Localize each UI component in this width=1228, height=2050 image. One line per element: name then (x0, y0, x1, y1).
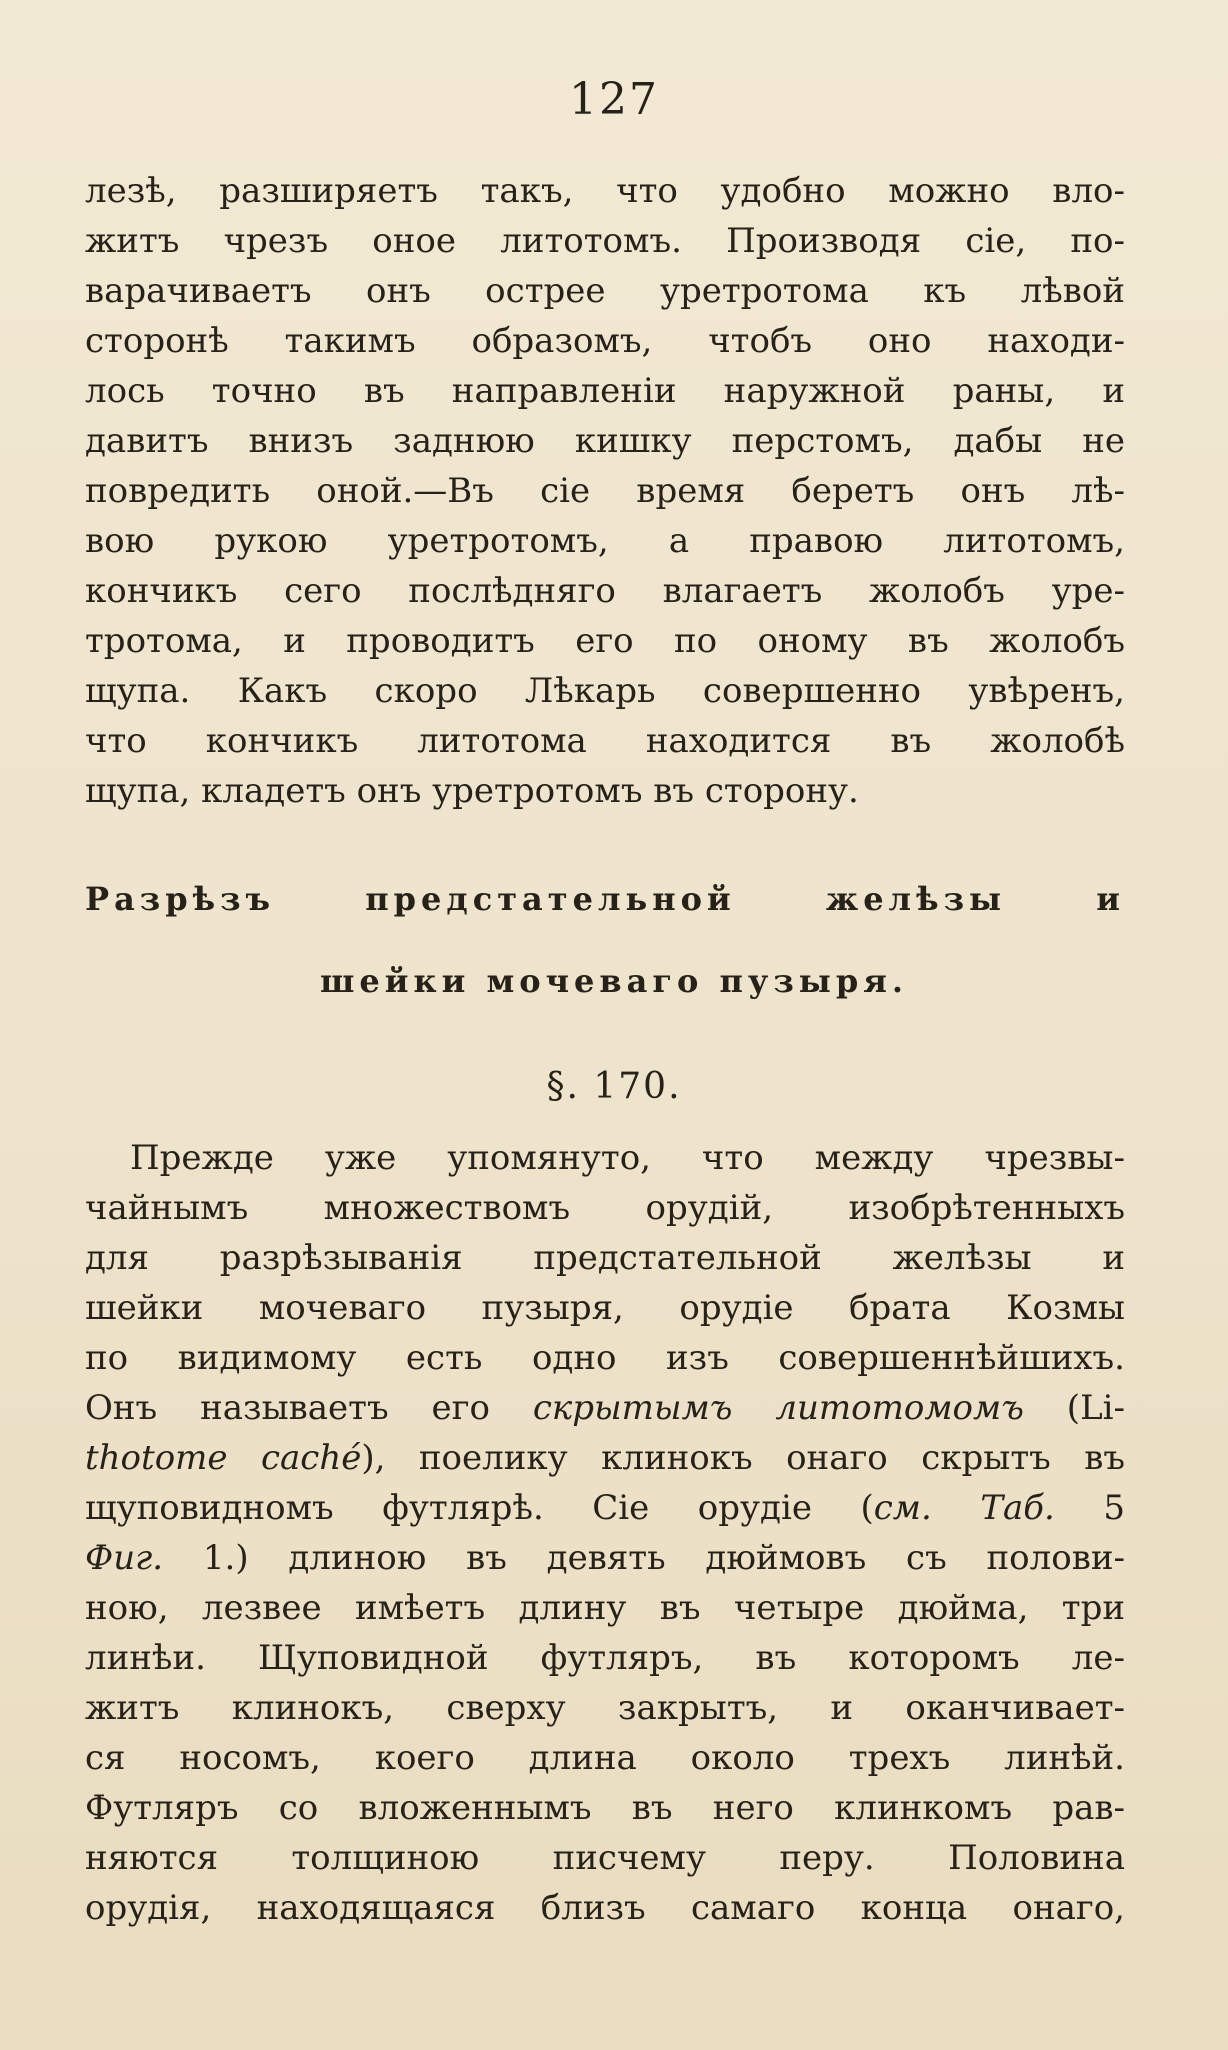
text-run: Онъ называетъ его (85, 1388, 533, 1428)
text-line: ся носомъ, коего длина около трехъ линѣй. (85, 1738, 1125, 1778)
text-line: щупа, кладетъ онъ уретротомъ въ сторону. (85, 771, 859, 811)
text-line: вою рукою уретротомъ, а правою литотомъ, (85, 521, 1125, 561)
text-line (85, 1385, 1125, 1431)
text-run: 1.) длиною въ девять дюймовъ съ полови- (163, 1538, 1125, 1578)
text-line: сторонѣ такимъ образомъ, чтобъ оно находи- (85, 321, 1125, 361)
text-line: лезѣ, разширяетъ такъ, что удобно можно вло- (85, 171, 1125, 211)
text-line: Прежде уже упомянуто, что между чрезвы- (130, 1138, 1125, 1178)
text-run: ), поелику клинокъ онаго скрытъ въ (361, 1438, 1125, 1478)
text-run: (Li- (1023, 1388, 1126, 1428)
text-line: по видимому есть одно изъ совершеннѣйшихъ. (85, 1338, 1125, 1378)
section-number: §. 170. (546, 1066, 682, 1107)
italic-reference: Фиг. (85, 1538, 164, 1578)
text-line: варачиваетъ онъ острее уретротома къ лѣвой (85, 271, 1125, 311)
text-line: житъ клинокъ, сверху закрытъ, и оканчивает- (85, 1688, 1125, 1728)
text-line: линѣи. Щуповидной футляръ, въ которомъ ле- (85, 1638, 1125, 1678)
text-line: Футляръ со вложеннымъ въ него клинкомъ рав- (85, 1788, 1125, 1828)
section-heading-line-1: Разрѣзъ предстательной желѣзы и (85, 880, 1125, 918)
text-run: 5 (1054, 1488, 1125, 1528)
italic-reference: см. Таб. (873, 1488, 1055, 1528)
text-line: тротома, и проводитъ его по оному въ жолобъ (85, 621, 1125, 661)
section-heading-line-2: шейки мочеваго пузыря. (319, 962, 908, 1000)
text-line: чайнымъ множествомъ орудій, изобрѣтенныхъ (85, 1188, 1125, 1228)
text-line: няются толщиною писчему перу. Половина (85, 1838, 1125, 1878)
text-line: житъ чрезъ оное литотомъ. Производя сіе, по- (85, 221, 1125, 261)
text-line (85, 1435, 1125, 1481)
text-line: шейки мочеваго пузыря, орудіе брата Козмы (85, 1288, 1125, 1328)
text-line: кончикъ сего послѣдняго влагаетъ жолобъ уре- (85, 571, 1125, 611)
page-number: 127 (569, 74, 659, 125)
text-line: что кончикъ литотома находится въ жолобѣ (85, 721, 1125, 761)
italic-term: скрытымъ литотомомъ (532, 1388, 1024, 1428)
text-line: щупа. Какъ скоро Лѣкарь совершенно увѣренъ, (85, 671, 1125, 711)
text-run: щуповидномъ футлярѣ. Сіе орудіе ( (85, 1488, 874, 1528)
text-line: для разрѣзыванія предстательной желѣзы и (85, 1238, 1125, 1278)
text-line: повредить оной.—Въ сіе время беретъ онъ лѣ- (85, 471, 1125, 511)
italic-term: thotome caché (85, 1438, 362, 1478)
text-line: орудія, находящаяся близъ самаго конца онаго, (85, 1888, 1125, 1928)
text-line: давитъ внизъ заднюю кишку перстомъ, дабы не (85, 421, 1125, 461)
text-line: ною, лезвее имѣетъ длину въ четыре дюйма, три (85, 1588, 1125, 1628)
text-line (85, 1485, 1125, 1531)
text-line: лось точно въ направленіи наружной раны, и (85, 371, 1125, 411)
text-line (85, 1535, 1125, 1581)
